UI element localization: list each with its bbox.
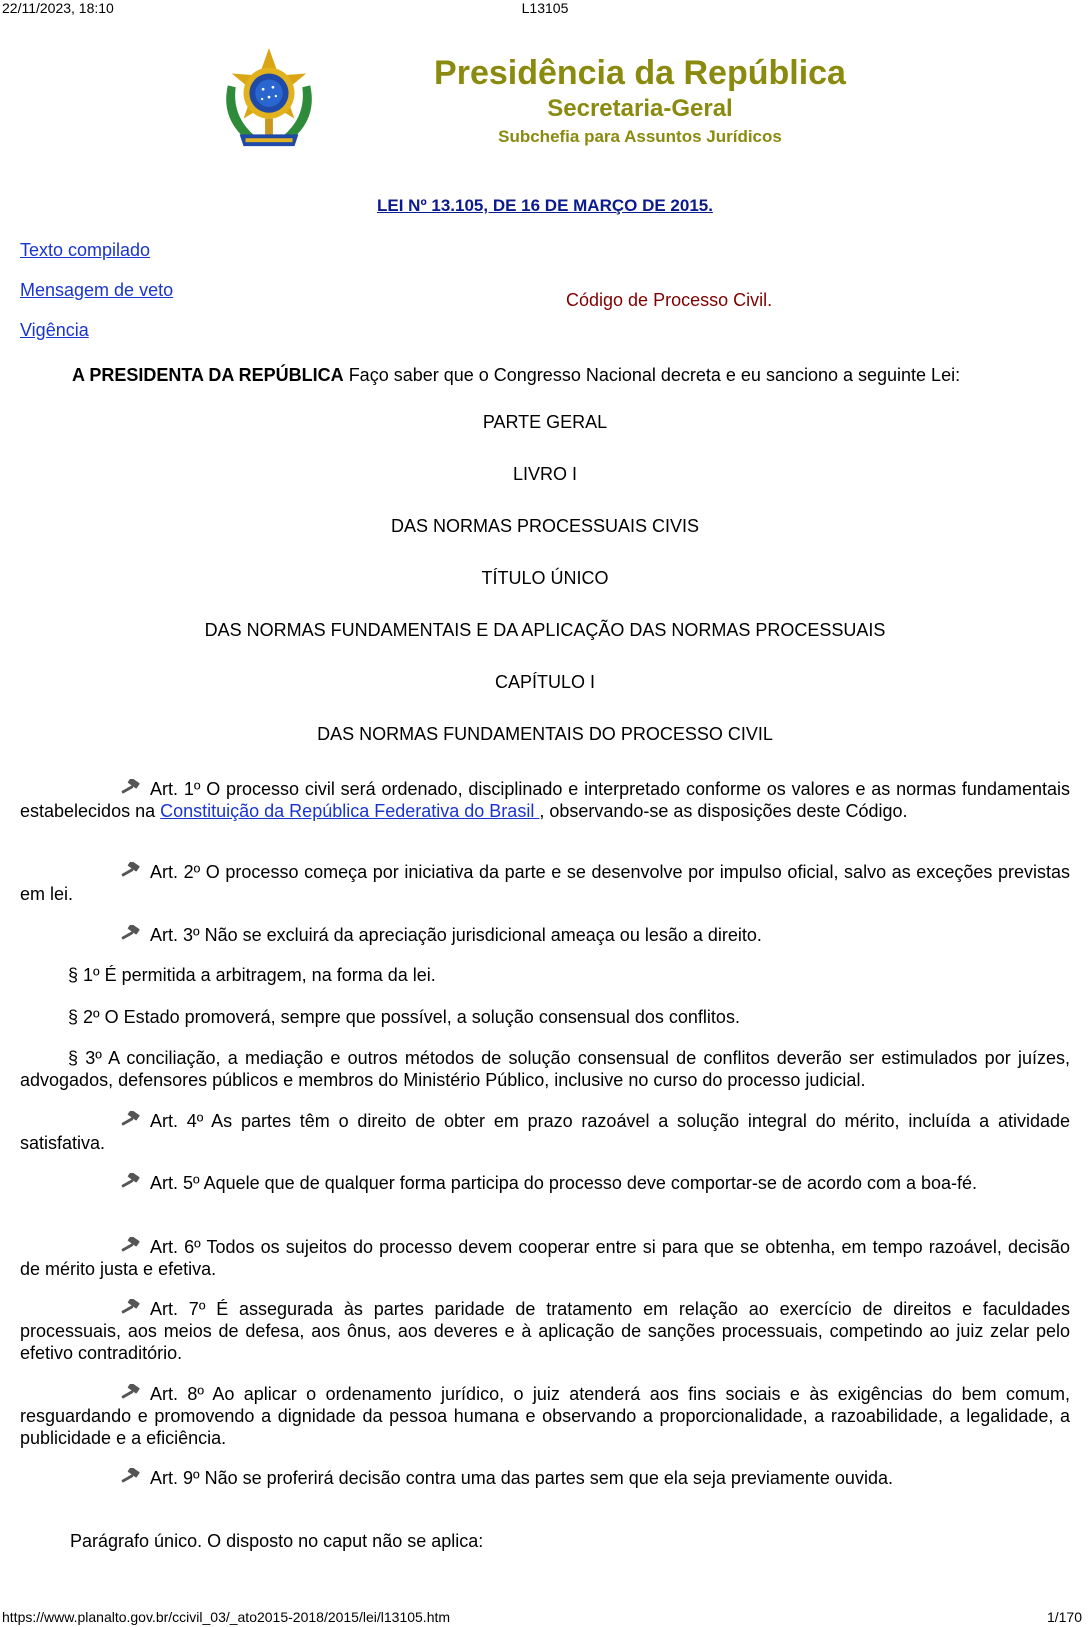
vigencia-link[interactable]: Vigência — [20, 320, 89, 340]
subchefia-title: Subchefia para Assuntos Jurídicos — [498, 127, 782, 146]
preamble-text: Faço saber que o Congresso Nacional decreta e eu sanciono a seguinte Lei: — [343, 365, 961, 385]
print-doc-title: L13105 — [521, 0, 569, 16]
constituicao-link[interactable]: Constituição da República Federativa do Brasil — [160, 801, 540, 821]
heading-normas-fundamentais-processo: DAS NORMAS FUNDAMENTAIS DO PROCESSO CIVIL — [317, 724, 773, 744]
hammer-icon — [120, 925, 142, 943]
heading-normas-fundamentais-aplicacao: DAS NORMAS FUNDAMENTAIS E DA APLICAÇÃO DAS NORMAS PROCESSUAIS — [204, 620, 886, 640]
ementa: Código de Processo Civil. — [566, 290, 773, 310]
hammer-icon — [120, 1299, 142, 1317]
heading-capitulo: CAPÍTULO I — [494, 672, 596, 692]
hammer-icon — [120, 1468, 142, 1486]
preamble-bold: A PRESIDENTA DA REPÚBLICA — [72, 365, 344, 385]
heading-normas-processuais: DAS NORMAS PROCESSUAIS CIVIS — [390, 516, 700, 536]
article-2: Art. 2º O processo começa por iniciativa da parte e se desenvolve por impulso oficial, salvo as exceções previstas em lei. — [20, 862, 1070, 904]
article-9: Art. 9º Não se proferirá decisão contra uma das partes sem que ela seja previamente ouvida. — [20, 1467, 1070, 1489]
hammer-icon — [120, 1111, 142, 1129]
article-3-paragraph-2: § 2º O Estado promoverá, sempre que possível, a solução consensual dos conflitos. — [68, 1007, 740, 1027]
hammer-icon — [120, 1384, 142, 1402]
heading-parte-geral: PARTE GERAL — [482, 412, 608, 432]
mensagem-veto-link[interactable]: Mensagem de veto — [20, 280, 174, 300]
hammer-icon — [120, 862, 142, 880]
print-datetime: 22/11/2023, 18:10 — [2, 0, 114, 16]
heading-titulo: TÍTULO ÚNICO — [481, 568, 609, 588]
hammer-icon — [120, 1237, 142, 1255]
print-page-number: 1/170 — [1046, 1609, 1082, 1625]
preamble — [72, 364, 1072, 386]
article-3-paragraph-3: § 3º A conciliação, a mediação e outros métodos de solução consensual de conflitos deverão ser estimulados por juízes, advogados, defensores públicos e membros do Ministério Público, inclusive no curso do processo judicial. — [20, 1048, 1070, 1090]
article-5: Art. 5º Aquele que de qualquer forma participa do processo deve comportar-se de acordo com a boa-fé. — [20, 1172, 1070, 1194]
org-title: Presidência da República — [434, 54, 846, 92]
hammer-icon — [120, 779, 142, 797]
article-7: Art. 7º É assegurada às partes paridade de tratamento em relação ao exercício de direitos e faculdades processuais, aos meios de defesa, aos ônus, aos deveres e à aplicação de sanções processuais, competindo ao juiz zelar pelo efetivo contraditório. — [20, 1299, 1070, 1363]
texto-compilado-link[interactable]: Texto compilado — [20, 240, 151, 260]
article-8: Art. 8º Ao aplicar o ordenamento jurídico, o juiz atenderá aos fins sociais e às exigências do bem comum, resguardando e promovendo a dignidade da pessoa humana e observando a proporcionalidade, a razoabilidade, a legalidade, a publicidade e a eficiência. — [20, 1384, 1070, 1448]
law-title-link[interactable]: LEI Nº 13.105, DE 16 DE MARÇO DE 2015. — [377, 196, 713, 215]
heading-livro: LIVRO I — [512, 464, 578, 484]
article-6: Art. 6º Todos os sujeitos do processo devem cooperar entre si para que se obtenha, em tempo razoável, decisão de mérito justa e efetiva. — [20, 1237, 1070, 1279]
secretariat-title: Secretaria-Geral — [547, 95, 733, 122]
hammer-icon — [120, 1173, 142, 1191]
article-4: Art. 4º As partes têm o direito de obter em prazo razoável a solução integral do mérito, incluída a atividade satisfativa. — [20, 1111, 1070, 1153]
article-9-sole-paragraph: Parágrafo único. O disposto no caput não se aplica: — [70, 1531, 484, 1551]
article-3: Art. 3º Não se excluirá da apreciação jurisdicional ameaça ou lesão a direito. — [20, 924, 1070, 946]
article-3-paragraph-1: § 1º É permitida a arbitragem, na forma da lei. — [68, 965, 436, 985]
brazil-coat-of-arms-icon — [220, 45, 318, 157]
article-1: Art. 1º O processo civil será ordenado, disciplinado e interpretado conforme os valores e as normas fundamentais estabelecidos na Constituição da República Federativa do Brasil , observando-se as disposições deste Código. — [20, 779, 1070, 821]
print-url: https://www.planalto.gov.br/ccivil_03/_ato2015-2018/2015/lei/l13105.htm — [2, 1609, 451, 1625]
